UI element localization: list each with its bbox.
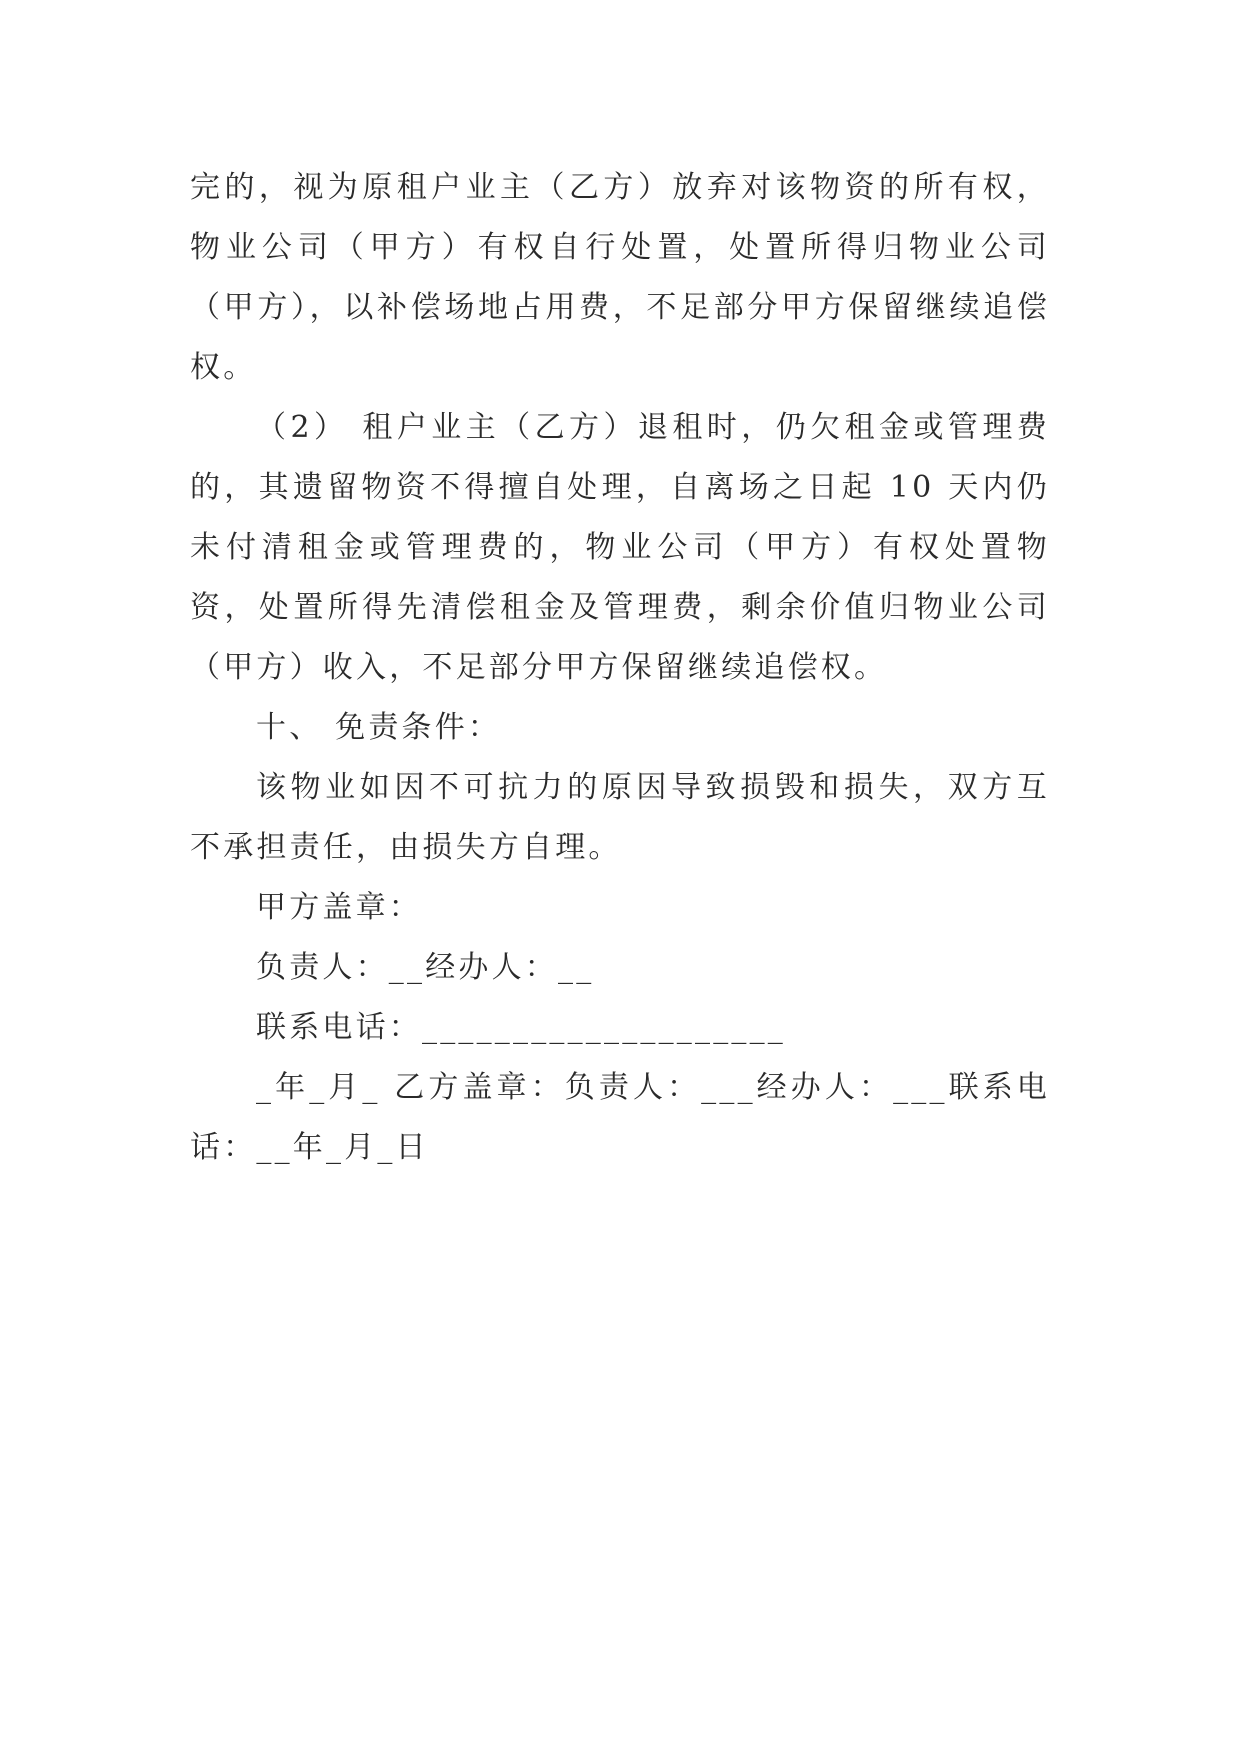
section-heading-exemption: 十、 免责条件： [256, 710, 502, 745]
date-and-party-b-signature-line: _年_月_ 乙方盖章：负责人：___经办人：___联系电话：__年_月_日 [190, 1070, 1050, 1165]
party-a-seal-label: 甲方盖章： [256, 890, 422, 925]
party-a-signatories-line: 负责人：__经办人：__ [256, 950, 595, 985]
document-body [190, 158, 1050, 1178]
party-a-phone-line: 联系电话：____________________ [256, 1010, 786, 1045]
paragraph-force-majeure: 该物业如因不可抗力的原因导致损毁和损失，双方互不承担责任，由损失方自理。 [190, 770, 1050, 865]
paragraph-continuation-disposal: 完的，视为原租户业主（乙方）放弃对该物资的所有权，物业公司（甲方）有权自行处置，处置所得归物业公司（甲方），以补偿场地占用费，不足部分甲方保留继续追偿权。 [190, 170, 1050, 385]
paragraph-item-2-arrears: （2） 租户业主（乙方）退租时，仍欠租金或管理费的，其遗留物资不得擅自处理，自离场之日起 10 天内仍未付清租金或管理费的，物业公司（甲方）有权处置物资，处置所得先清偿租金及管理费，剩余价值归物业公司（甲方）收入，不足部分甲方保留继续追偿权。 [190, 410, 1050, 685]
